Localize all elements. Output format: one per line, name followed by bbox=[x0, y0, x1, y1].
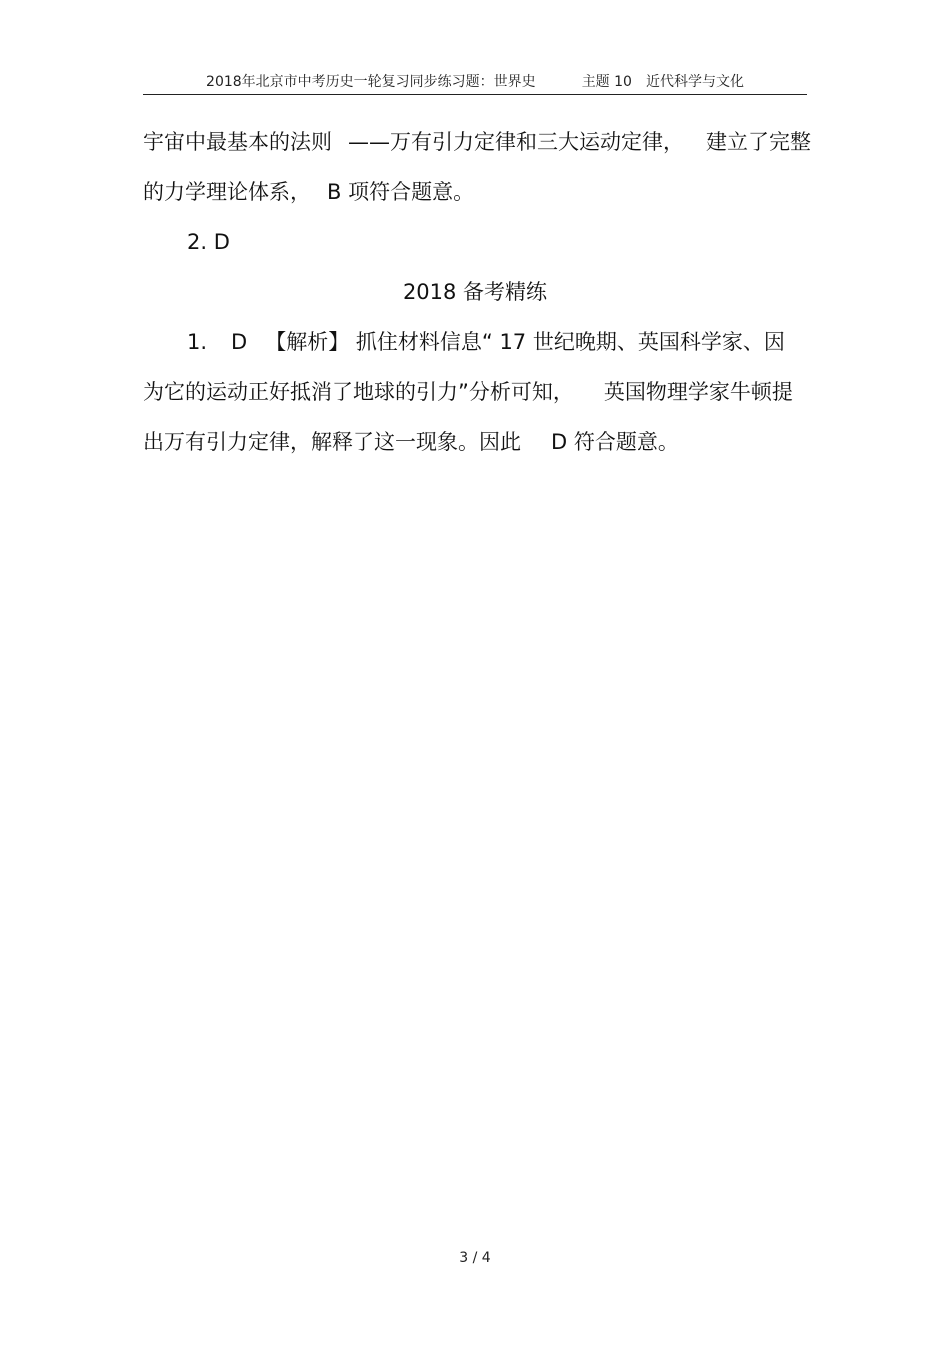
text-run: 建立了完整 bbox=[706, 130, 811, 154]
header-title: 2018年北京市中考历史一轮复习同步练习题：世界史 bbox=[206, 74, 536, 90]
answer-line bbox=[143, 224, 807, 274]
running-header bbox=[143, 72, 807, 95]
text-run: B 项符合题意。 bbox=[327, 180, 475, 204]
text-run: ——万有引力定律和三大运动定律， bbox=[348, 130, 684, 154]
answer-letter: D bbox=[231, 330, 248, 354]
paragraph-line bbox=[143, 174, 807, 224]
section-title-text: 2018 备考精练 bbox=[402, 280, 548, 304]
text-run: 的力学理论体系， bbox=[143, 180, 311, 204]
text-run: D 符合题意。 bbox=[551, 430, 679, 454]
paragraph-line bbox=[143, 374, 807, 424]
section-title bbox=[143, 274, 807, 324]
header-topic: 主题 10 近代科学与文化 bbox=[581, 74, 744, 90]
answer-text: 2. D bbox=[187, 230, 230, 254]
text-run: 英国物理学家牛顿提 bbox=[603, 380, 793, 404]
paragraph-line bbox=[143, 124, 811, 174]
text-run: 宇宙中最基本的法则 bbox=[143, 130, 332, 154]
page-content bbox=[143, 124, 811, 474]
page-number: 3 / 4 bbox=[459, 1250, 491, 1266]
text-run: 为它的运动正好抵消了地球的引力”分析可知， bbox=[143, 380, 574, 404]
text-run: 【解析】 抓住材料信息“ 17 世纪晚期、英国科学家、因 bbox=[265, 330, 785, 354]
question-number: 1. bbox=[187, 330, 208, 354]
paragraph-line bbox=[143, 324, 807, 374]
text-run: 出万有引力定律，解释了这一现象。因此 bbox=[143, 430, 521, 454]
paragraph-line bbox=[143, 424, 807, 474]
